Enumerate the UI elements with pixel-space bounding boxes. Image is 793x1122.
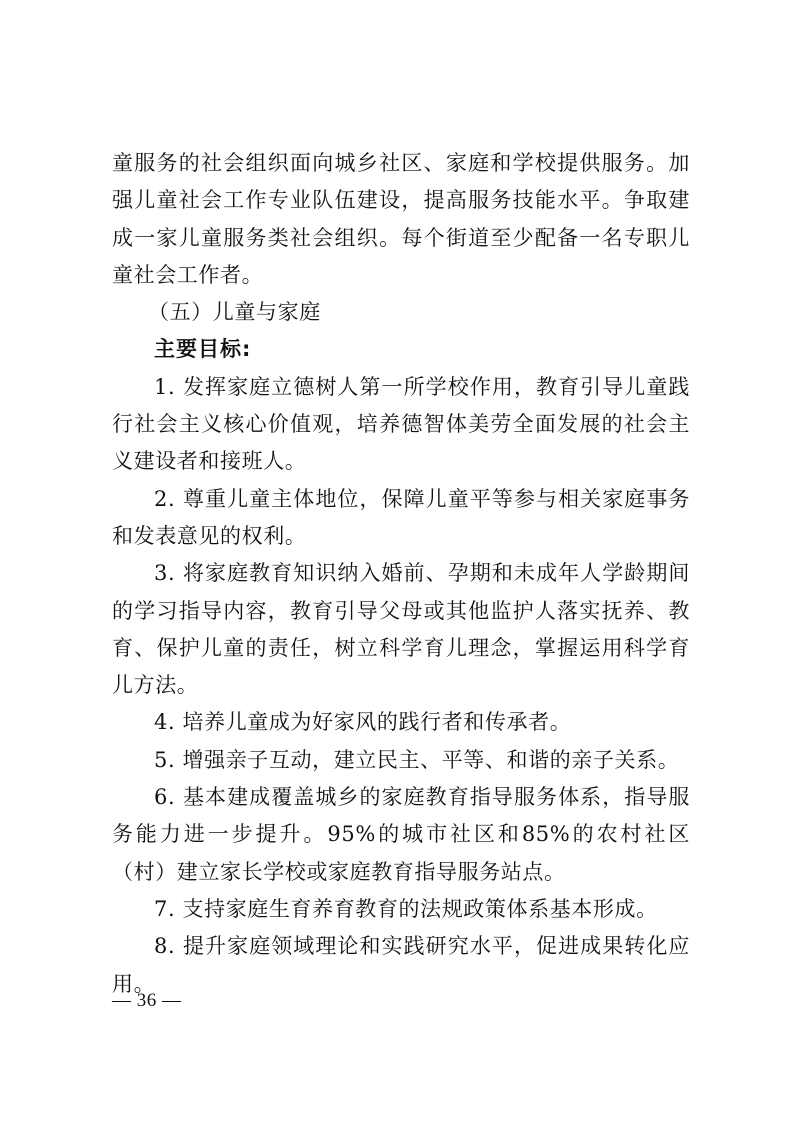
- goal-item-3: 3. 将家庭教育知识纳入婚前、孕期和未成年人学龄期间的学习指导内容，教育引导父母或其他监护人落实抚养、教育、保护儿童的责任，树立科学育儿理念，掌握运用科学育儿方法。: [112, 561, 690, 698]
- goals-heading: 主要目标:: [154, 337, 252, 362]
- continued-paragraph: 童服务的社会组织面向城乡社区、家庭和学校提供服务。加强儿童社会工作专业队伍建设，提高服务技能水平。争取建成一家儿童服务类社会组织。每个街道至少配备一名专职儿童社会工作者。: [112, 151, 690, 287]
- goal-item-2: 2. 尊重儿童主体地位，保障儿童平等参与相关家庭事务和发表意见的权利。: [112, 486, 690, 548]
- section-heading: （五）儿童与家庭: [148, 300, 321, 325]
- document-body: [112, 145, 690, 1003]
- goal-item-8: 8. 提升家庭领域理论和实践研究水平，促进成果转化应用。: [112, 934, 690, 996]
- goal-item-7: 7. 支持家庭生育养育教育的法规政策体系基本形成。: [154, 896, 658, 921]
- goal-item-4: 4. 培养儿童成为好家风的践行者和传承者。: [154, 710, 572, 735]
- goal-item-5: 5. 增强亲子互动，建立民主、平等、和谐的亲子关系。: [154, 747, 680, 772]
- goal-item-6: 6. 基本建成覆盖城乡的家庭教育指导服务体系，指导服务能力进一步提升。95%的城市社区和85%的农村社区（村）建立家长学校或家庭教育指导服务站点。: [112, 785, 690, 884]
- goal-item-1: 1. 发挥家庭立德树人第一所学校作用，教育引导儿童践行社会主义核心价值观，培养德智体美劳全面发展的社会主义建设者和接班人。: [112, 374, 690, 474]
- page-number: — 36 —: [112, 990, 182, 1011]
